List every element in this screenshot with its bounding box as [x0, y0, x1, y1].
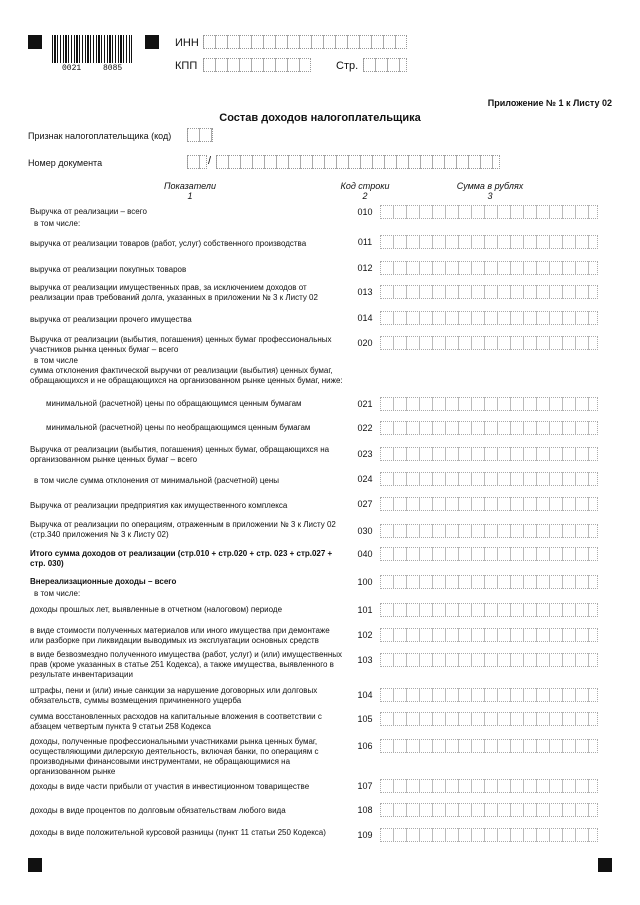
row-code: 103 — [357, 655, 373, 665]
row-label: выручка от реализации имущественных прав, за исключением доходов от реализации прав требований долга, указанных в приложении № 3 к Листу 02 — [30, 283, 318, 302]
row-code: 020 — [357, 338, 373, 348]
inn-label: ИНН — [175, 37, 199, 49]
row-label: Итого сумма доходов от реализации (стр.010 + стр.020 + стр. 023 + стр.027 + стр. 030) — [30, 549, 333, 568]
amount-field-022[interactable] — [380, 421, 598, 435]
page-title: Состав доходов налогоплательщика — [219, 112, 421, 124]
row-label: в виде стоимости полученных материалов или иного имущества при демонтаже или разборке при ликвидации выводимых из эксплуатации основных средств — [30, 626, 330, 645]
row-label: Выручка от реализации (выбытия, погашения) ценных бумаг профессиональных участников рынка ценных бумаг – всего — [30, 335, 332, 354]
kpp-field[interactable] — [203, 58, 311, 72]
amount-field-040[interactable] — [380, 547, 598, 561]
row-label: выручка от реализации покупных товаров — [30, 265, 187, 274]
amount-field-109[interactable] — [380, 828, 598, 842]
doc-number-label: Номер документа — [28, 158, 103, 168]
amount-field-013[interactable] — [380, 285, 598, 299]
amount-field-012[interactable] — [380, 261, 598, 275]
amount-field-105[interactable] — [380, 712, 598, 726]
column-header-line-code: Код строки 2 — [340, 181, 390, 201]
row-code: 013 — [357, 287, 373, 297]
row-code: 101 — [357, 605, 373, 615]
row-label: штрафы, пени и (или) иные санкции за нарушение договорных или долговых обязательств, суммы возмещения причиненного ущерба — [30, 686, 318, 705]
row-code: 108 — [357, 805, 373, 815]
row-label: Выручка от реализации предприятия как имущественного комплекса — [30, 501, 288, 510]
amount-field-014[interactable] — [380, 311, 598, 325]
row-label: в том числе — [34, 356, 78, 365]
corner-marker-bottom-left — [28, 858, 42, 872]
amount-field-100[interactable] — [380, 575, 598, 589]
page-field[interactable] — [363, 58, 407, 72]
row-code: 105 — [357, 714, 373, 724]
row-label: доходы в виде процентов по долговым обязательствам любого вида — [30, 806, 286, 815]
row-label: сумма отклонения фактической выручки от реализации (выбытия) ценных бумаг, обращающихся и не обращающихся на организованном рынке ценных бумаг, ниже: — [30, 366, 343, 385]
row-code: 010 — [357, 207, 373, 217]
row-label: доходы в виде части прибыли от участия в инвестиционном товариществе — [30, 782, 310, 791]
amount-field-107[interactable] — [380, 779, 598, 793]
doc-number-separator: / — [208, 155, 212, 167]
row-label: в том числе: — [34, 589, 81, 598]
row-code: 027 — [357, 499, 373, 509]
barcode-number-right: 8085 — [103, 64, 123, 73]
taxpayer-sign-field[interactable] — [187, 128, 213, 142]
row-code: 023 — [357, 449, 373, 459]
doc-number-field[interactable] — [216, 155, 500, 169]
row-code: 030 — [357, 526, 373, 536]
row-label: Выручка от реализации – всего — [30, 207, 147, 216]
taxpayer-sign-label: Признак налогоплательщика (код) — [28, 131, 172, 141]
row-label: доходы прошлых лет, выявленные в отчетном (налоговом) периоде — [30, 605, 283, 614]
row-code: 104 — [357, 690, 373, 700]
row-code: 022 — [357, 423, 373, 433]
amount-field-106[interactable] — [380, 739, 598, 753]
row-code: 102 — [357, 630, 373, 640]
row-code: 011 — [357, 237, 373, 247]
corner-marker-top-left — [28, 35, 42, 49]
corner-marker-bottom-right — [598, 858, 612, 872]
row-label: в виде безвозмездно полученного имущества (работ, услуг) и (или) имущественных прав (кроме указанных в статье 251 Кодекса), а также имущества, выявленного в результате инвентаризации — [30, 650, 342, 679]
row-label: в том числе сумма отклонения от минимальной (расчетной) цены — [34, 476, 279, 485]
amount-field-104[interactable] — [380, 688, 598, 702]
row-code: 014 — [357, 313, 373, 323]
row-code: 024 — [357, 474, 373, 484]
amount-field-027[interactable] — [380, 497, 598, 511]
amount-field-020[interactable] — [380, 336, 598, 350]
row-code: 107 — [357, 781, 373, 791]
row-code: 012 — [357, 263, 373, 273]
row-label: Выручка от реализации по операциям, отраженным в приложении № 3 к Листу 02 (стр.340 приложения № 3 к Листу 02) — [30, 520, 336, 539]
row-label: минимальной (расчетной) цены по обращающимся ценным бумагам — [46, 399, 302, 408]
kpp-label: КПП — [175, 60, 198, 72]
row-label: Выручка от реализации (выбытия, погашения) ценных бумаг, обращающихся на организованном рынке ценных бумаг – всего — [30, 445, 330, 464]
column-header-amount: Сумма в рублях 3 — [456, 181, 524, 201]
inn-field[interactable] — [203, 35, 407, 49]
row-code: 109 — [357, 830, 373, 840]
page-label: Стр. — [336, 60, 359, 72]
row-label: минимальной (расчетной) цены по необращающимся ценным бумагам — [46, 423, 311, 432]
barcode — [52, 35, 132, 63]
row-code: 106 — [357, 741, 373, 751]
amount-field-010[interactable] — [380, 205, 598, 219]
amount-field-024[interactable] — [380, 472, 598, 486]
row-code: 021 — [357, 399, 373, 409]
row-label: в том числе: — [34, 219, 81, 228]
row-label: доходы, полученные профессиональными участниками рынка ценных бумаг, осуществляющими дилерскую деятельность, включая банки, по операциям с производными финансовыми инструментами, не обращающимися на организованном рынке — [30, 737, 319, 776]
amount-field-030[interactable] — [380, 524, 598, 538]
row-label: выручка от реализации товаров (работ, услуг) собственного производства — [30, 239, 307, 248]
amount-field-102[interactable] — [380, 628, 598, 642]
barcode-number-left: 0021 — [62, 64, 82, 73]
doc-number-prefix-field[interactable] — [187, 155, 207, 169]
amount-field-021[interactable] — [380, 397, 598, 411]
appendix-label: Приложение № 1 к Листу 02 — [487, 98, 612, 108]
row-label: выручка от реализации прочего имущества — [30, 315, 192, 324]
row-label: сумма восстановленных расходов на капитальные вложения в соответствии с абзацем четвертым пункта 9 статьи 258 Кодекса — [30, 712, 322, 731]
row-code: 100 — [357, 577, 373, 587]
corner-marker-top-right — [145, 35, 159, 49]
amount-field-101[interactable] — [380, 603, 598, 617]
amount-field-023[interactable] — [380, 447, 598, 461]
amount-field-011[interactable] — [380, 235, 598, 249]
row-label: доходы в виде положительной курсовой разницы (пункт 11 статьи 250 Кодекса) — [30, 828, 326, 837]
amount-field-103[interactable] — [380, 653, 598, 667]
row-label: Внереализационные доходы – всего — [30, 577, 177, 586]
amount-field-108[interactable] — [380, 803, 598, 817]
column-header-indicators: Показатели 1 — [164, 181, 216, 201]
row-code: 040 — [357, 549, 373, 559]
